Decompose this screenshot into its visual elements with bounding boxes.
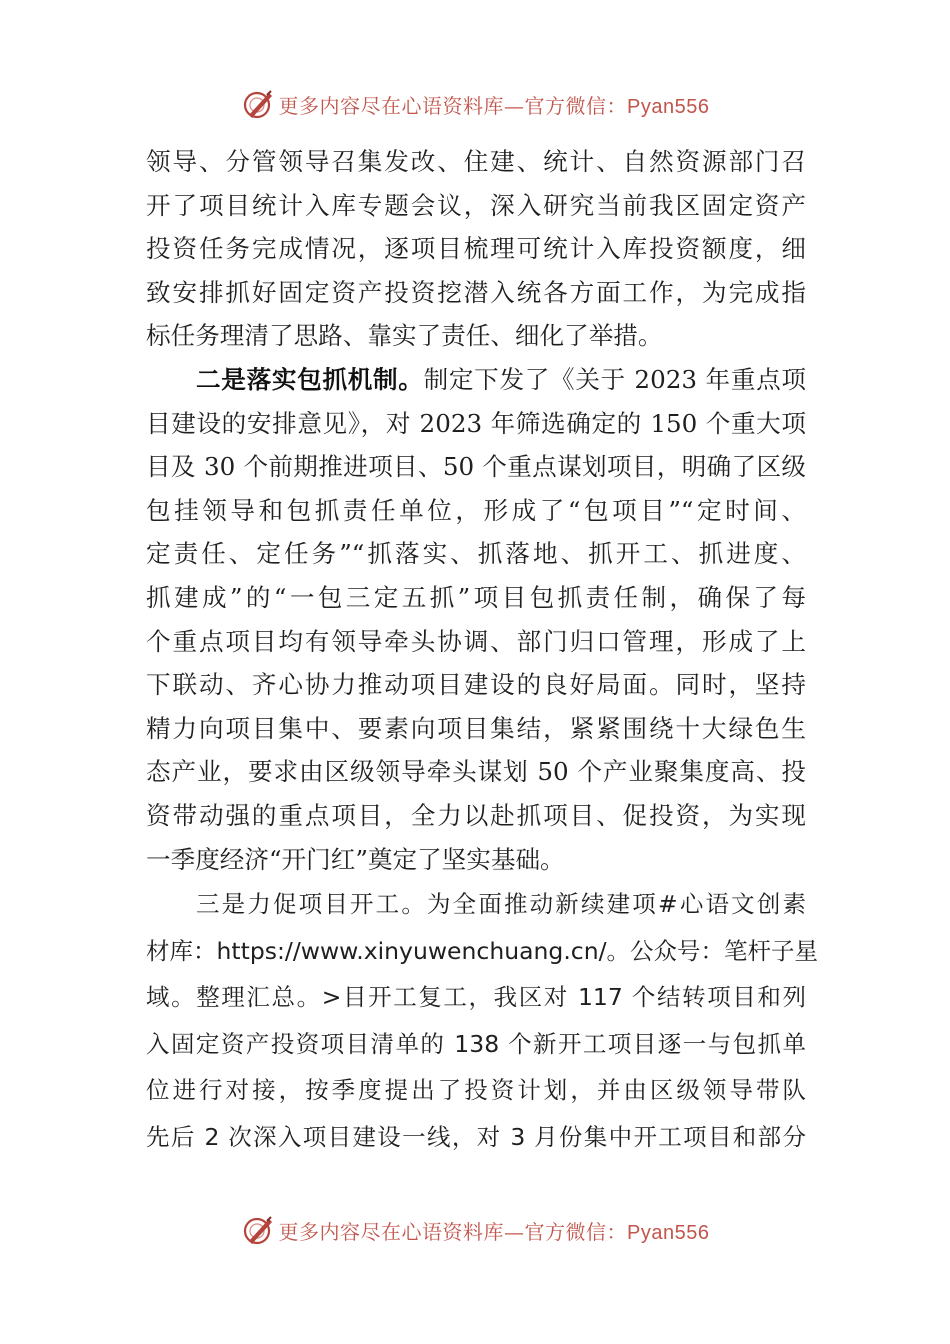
text-line: 包挂领导和包抓责任单位，形成了“包项目”“定时间、 — [146, 495, 806, 525]
header-banner — [0, 84, 950, 124]
text-line: 精力向项目集中、要素向项目集结，紧紧围绕十大绿色生 — [146, 713, 806, 743]
header-banner-text: 更多内容尽在心语资料库—官方微信：Pyan556 — [278, 93, 710, 118]
text-line — [146, 358, 806, 402]
text-line: 三是力促项目开工。为全面推动新续建项#心语文创素 — [196, 890, 806, 919]
paragraph-1 — [146, 140, 806, 358]
text-span: 制定下发了《关于 2023 年重点项 — [423, 364, 806, 394]
text-line: 材库：https://www.xinyuwenchuang.cn/。公众号：笔杆子星 — [146, 936, 819, 965]
text-line: 领导、分管领导召集发改、住建、统计、自然资源部门召 — [146, 147, 806, 176]
text-line: 个重点项目均有领导牵头协调、部门归口管理，形成了上 — [146, 626, 806, 656]
text-line: 标任务理清了思路、靠实了责任、细化了举措。 — [146, 321, 663, 351]
document-body — [146, 140, 819, 1161]
text-line: 位进行对接，按季度提出了投资计划，并由区级领导带队 — [146, 1076, 806, 1105]
paragraph-3 — [146, 881, 819, 1161]
pen-circle-logo-icon — [241, 87, 275, 121]
text-line: 入固定资产投资项目清单的 138 个新开工项目逐一与包抓单 — [146, 1029, 806, 1058]
text-line: 定责任、定任务”“抓落实、抓落地、抓开工、抓进度、 — [146, 539, 806, 569]
text-line: 开了项目统计入库专题会议，深入研究当前我区固定资产 — [146, 190, 806, 220]
text-line: 先后 2 次深入项目建设一线，对 3 月份集中开工项目和部分 — [146, 1123, 806, 1152]
text-line: 抓建成”的“一包三定五抓”项目包抓责任制，确保了每 — [146, 582, 806, 612]
text-line: 态产业，要求由区级领导牵头谋划 50 个产业聚集度高、投 — [146, 757, 806, 787]
text-line: 下联动、齐心协力推动项目建设的良好局面。同时，坚持 — [146, 670, 806, 700]
pen-circle-logo-icon — [241, 1213, 275, 1247]
paragraph-heading: 二是落实包抓机制。 — [196, 364, 424, 394]
footer-banner — [0, 1210, 950, 1250]
text-line: 目建设的安排意见》，对 2023 年筛选确定的 150 个重大项 — [146, 408, 806, 438]
text-line: 一季度经济“开门红”奠定了坚实基础。 — [146, 844, 565, 874]
text-line: 投资任务完成情况，逐项目梳理可统计入库投资额度，细 — [146, 234, 806, 264]
paragraph-2 — [146, 358, 806, 881]
text-line: 致安排抓好固定资产投资挖潜入统各方面工作，为完成指 — [146, 277, 806, 307]
text-line: 域。整理汇总。>目开工复工，我区对 117 个结转项目和列 — [146, 983, 806, 1012]
footer-banner-text: 更多内容尽在心语资料库—官方微信：Pyan556 — [278, 1219, 710, 1244]
text-line: 资带动强的重点项目，全力以赴抓项目、促投资，为实现 — [146, 800, 806, 830]
text-line: 目及 30 个前期推进项目、50 个重点谋划项目，明确了区级 — [146, 452, 806, 482]
